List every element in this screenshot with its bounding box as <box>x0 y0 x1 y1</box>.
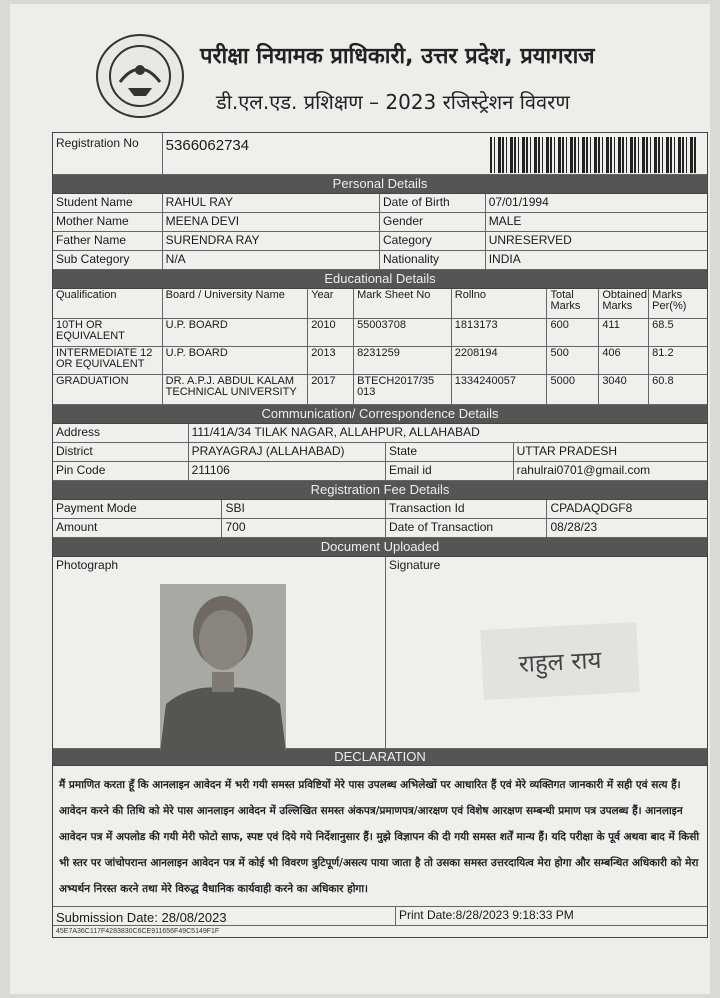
address-value: 111/41A/34 TILAK NAGAR, ALLAHPUR, ALLAHABAD <box>191 425 480 439</box>
obtained-marks: 406 <box>599 347 649 374</box>
marksheet-no: 55003708 <box>354 319 452 346</box>
fee-row <box>53 519 707 538</box>
document-uploaded-heading: Document Uploaded <box>53 538 707 557</box>
payment-mode-value: SBI <box>222 500 386 518</box>
transaction-id-value: CPADAQDGF8 <box>550 501 633 515</box>
marks-percent: 81.2 <box>652 347 674 359</box>
sub-category: N/A <box>163 251 380 269</box>
registration-number: 5366062734 <box>165 137 250 154</box>
mother-name: MEENA DEVI <box>163 213 380 231</box>
district-row <box>53 443 707 462</box>
student-name: RAHUL RAY <box>163 194 380 212</box>
obtained-marks: 3040 <box>599 375 649 404</box>
col-board: Board / University Name <box>163 289 309 318</box>
state-value: UTTAR PRADESH <box>516 444 618 458</box>
submission-date: Submission Date: 28/08/2023 <box>53 907 396 925</box>
table-row <box>53 375 707 405</box>
qualification: GRADUATION <box>53 375 163 404</box>
year: 2017 <box>308 375 354 404</box>
year: 2013 <box>308 347 354 374</box>
transaction-id-label: Transaction Id <box>386 500 548 518</box>
category-value: UNRESERVED <box>488 233 572 247</box>
print-date: Print Date:8/28/2023 9:18:33 PM <box>398 908 574 922</box>
col-rollno: Rollno <box>452 289 548 318</box>
board: U.P. BOARD <box>163 319 309 346</box>
qualification: 10TH OR EQUIVALENT <box>53 319 163 346</box>
nationality-label: Nationality <box>380 251 486 269</box>
emblem-logo <box>96 34 184 118</box>
state-label: State <box>386 443 514 461</box>
father-name: SURENDRA RAY <box>163 232 380 250</box>
year: 2010 <box>308 319 354 346</box>
mother-name-label: Mother Name <box>53 213 163 231</box>
rollno: 2208194 <box>452 347 548 374</box>
form-subtitle: डी.एल.एड. प्रशिक्षण – 2023 रजिस्ट्रेशन विवरण <box>216 90 570 114</box>
signature-label: Signature <box>388 558 441 572</box>
personal-details-heading: Personal Details <box>53 175 707 194</box>
registration-fee-heading: Registration Fee Details <box>53 481 707 500</box>
total-marks: 600 <box>547 319 599 346</box>
total-marks: 500 <box>547 347 599 374</box>
district-label: District <box>53 443 189 461</box>
total-marks: 5000 <box>547 375 599 404</box>
registration-value-cell <box>163 133 707 174</box>
rollno: 1334240057 <box>452 375 548 404</box>
col-year: Year <box>308 289 354 318</box>
dob-label: Date of Birth <box>380 194 486 212</box>
obtained-marks: 411 <box>599 319 649 346</box>
amount-value: 700 <box>222 519 386 537</box>
barcode <box>490 137 698 173</box>
footer-row <box>53 906 707 926</box>
marks-percent: 60.8 <box>652 375 674 387</box>
communication-details-heading: Communication/ Correspondence Details <box>53 405 707 424</box>
registration-row <box>53 133 707 175</box>
col-obtained: Obtained Marks <box>599 289 649 318</box>
personal-row <box>53 194 707 213</box>
rollno: 1813173 <box>452 319 548 346</box>
pincode-label: Pin Code <box>53 462 189 480</box>
declaration-text: मैं प्रमाणित करता हूँ कि आनलाइन आवेदन में भरी गयी समस्त प्रविष्टियों मेरे पास उपलब्ध अभिलेखों पर आधारित हैं एवं मेरे व्यक्तिगत जानकारी में सही एवं सत्य हैं। आवेदन करने की तिथि को मेरे पास आनलाइन आवेदन में उल्लिखित समस्त अंकपत्र/प्रमाणपत्र/आरक्षण एवं विशेष आरक्षण सम्बन्धी प्रमाण पत्र उपलब्ध हैं। आनलाइन आवेदन पत्र में अपलोड की गयी मेरी फोटो साफ, स्पष्ट एवं दिये गये निर्देशानुसार हैं। मुझे विज्ञापन की दी गयी समस्त शर्तें मान्य हैं। यदि परीक्षा के पूर्व अथवा बाद में किसी भी स्तर पर जांचोपरान्त आनलाइन आवेदन पत्र में कोई भी विवरण त्रुटिपूर्ण/असत्य पाया जाता है तो उसका समस्त उत्तरदायित्व मेरा होगा और सम्बन्धित अधिकारी को मेरा अभ्यर्थन निरस्त करने तथा मेरे विरुद्ध वैधानिक कार्यवाही करने का अधिकार होगा। <box>59 779 700 895</box>
nationality-value: INDIA <box>488 252 521 266</box>
category-label: Category <box>380 232 486 250</box>
col-marksheet: Mark Sheet No <box>354 289 452 318</box>
payment-mode-label: Payment Mode <box>53 500 222 518</box>
transaction-date-value: 08/28/23 <box>550 520 598 534</box>
board: U.P. BOARD <box>163 347 309 374</box>
student-name-label: Student Name <box>53 194 163 212</box>
transaction-date-label: Date of Transaction <box>386 519 548 537</box>
personal-row <box>53 213 707 232</box>
email-label: Email id <box>386 462 514 480</box>
candidate-photo <box>160 584 286 752</box>
org-title: परीक्षा नियामक प्राधिकारी, उत्तर प्रदेश, प्रयागराज <box>200 44 595 69</box>
pincode-value: 211106 <box>189 462 386 480</box>
qualification: INTERMEDIATE 12 OR EQUIVALENT <box>53 347 163 374</box>
address-label: Address <box>53 424 189 442</box>
dob-value: 07/01/1994 <box>488 195 549 209</box>
address-row <box>53 424 707 443</box>
fee-row <box>53 500 707 519</box>
marks-percent: 68.5 <box>652 319 674 331</box>
declaration-heading: DECLARATION <box>53 749 707 766</box>
amount-label: Amount <box>53 519 222 537</box>
email-value: rahulrai0701@gmail.com <box>516 463 651 477</box>
photograph-label: Photograph <box>56 558 119 572</box>
father-name-label: Father Name <box>53 232 163 250</box>
table-row <box>53 347 707 375</box>
marksheet-no: 8231259 <box>354 347 452 374</box>
col-total: Total Marks <box>547 289 599 318</box>
pincode-row <box>53 462 707 481</box>
educational-details-heading: Educational Details <box>53 270 707 289</box>
document-hash: 45E7A36C117F4283830C6CE911656F49C5149F1F <box>56 928 220 935</box>
col-qualification: Qualification <box>53 289 163 318</box>
marksheet-no: BTECH2017/35 013 <box>354 375 452 404</box>
personal-row <box>53 232 707 251</box>
table-row <box>53 319 707 347</box>
gender-label: Gender <box>380 213 486 231</box>
candidate-signature: राहुल राय <box>480 622 639 700</box>
col-percent: Marks Per(%) <box>652 289 687 312</box>
education-header-row <box>53 289 707 319</box>
education-table <box>53 289 707 405</box>
registration-label: Registration No <box>53 133 163 174</box>
sub-category-label: Sub Category <box>53 251 163 269</box>
gender-value: MALE <box>488 214 522 228</box>
personal-row <box>53 251 707 270</box>
registration-form <box>52 132 708 938</box>
district-value: PRAYAGRAJ (ALLAHABAD) <box>189 443 386 461</box>
board: DR. A.P.J. ABDUL KALAM TECHNICAL UNIVERSITY <box>163 375 309 404</box>
